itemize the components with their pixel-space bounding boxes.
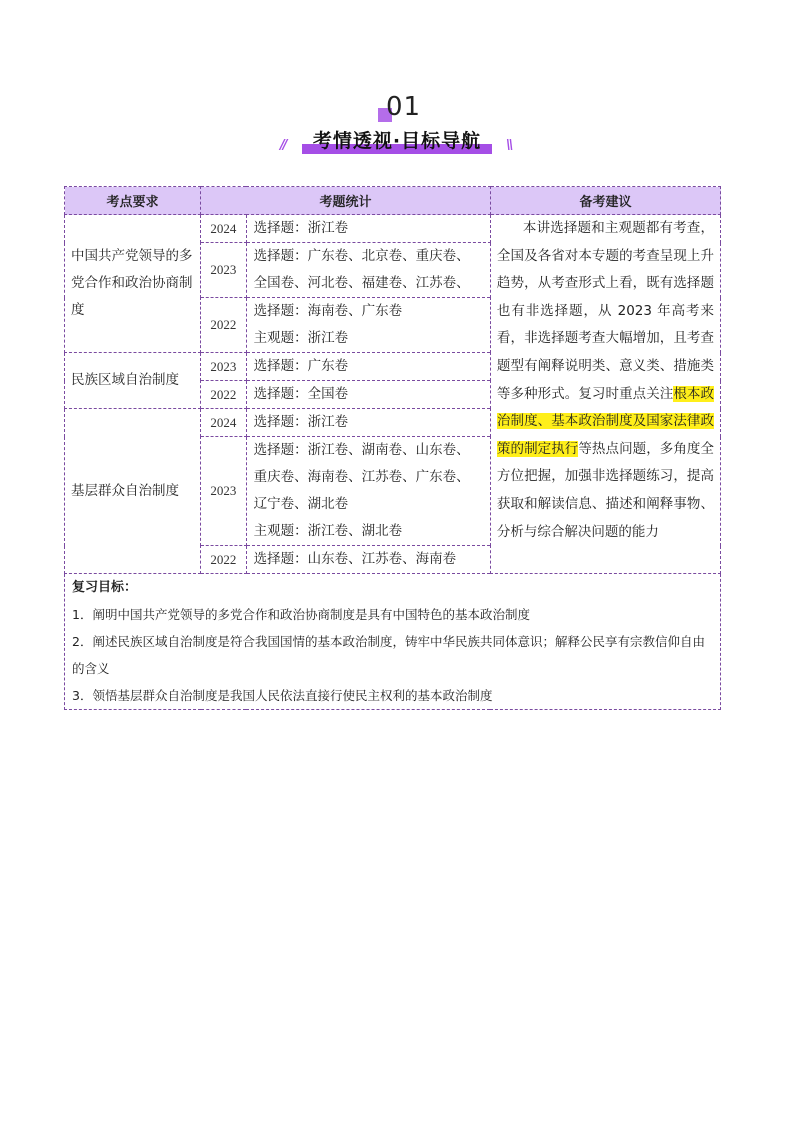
- stat-line: 选择题：广东卷、北京卷、重庆卷、: [253, 248, 470, 264]
- goal-item: 1．阐明中国共产党领导的多党合作和政治协商制度是具有中国特色的基本政治制度: [72, 607, 530, 622]
- table-header-row: [65, 187, 721, 215]
- year-cell: 2023: [201, 353, 247, 381]
- stat-cell: [246, 353, 490, 381]
- year-cell: 2022: [201, 298, 247, 353]
- table-row: [65, 215, 721, 243]
- right-slash-decoration: \\: [506, 138, 512, 153]
- stat-line: 选择题：海南卷、广东卷: [253, 303, 403, 319]
- section-header: [0, 0, 793, 170]
- stat-line: 选择题：山东卷、江苏卷、海南卷: [253, 551, 457, 567]
- stat-cell: [246, 215, 490, 243]
- stat-line: 选择题：广东卷: [253, 358, 349, 374]
- section-title: 考情透视·目标导航: [312, 130, 482, 152]
- year-cell: 2024: [201, 409, 247, 437]
- advice-cell: [490, 215, 720, 574]
- advice-highlight: 根本政治制度、基本政治制度及国家法律政策的制定执行: [496, 385, 715, 457]
- exam-analysis-table: [64, 186, 721, 710]
- advice-text-end: 等热点问题，多角度全方位把握，加强非选择题练习，提高获取和解读信息、描述和阐释事物、分析与综合解决问题的能力: [496, 440, 715, 540]
- goals-title: 复习目标：: [72, 580, 138, 595]
- goal-item: 3．领悟基层群众自治制度是我国人民依法直接行使民主权利的基本政治制度: [72, 688, 493, 703]
- goals-row: [65, 574, 721, 710]
- stat-line: 主观题：浙江卷、湖北卷: [253, 523, 403, 539]
- year-cell: 2024: [201, 215, 247, 243]
- stat-line: 辽宁卷、湖北卷: [253, 496, 349, 512]
- stat-cell: [246, 546, 490, 574]
- requirement-cell: 中国共产党领导的多党合作和政治协商制度: [65, 215, 201, 353]
- stat-cell: [246, 298, 490, 353]
- advice-text: 本讲选择题和主观题都有考查，全国及各省对本专题的考查呈现上升趋势，从考查形式上看，既有选择题也有非选择题，从 2023 年高考来看，非选择题考查大幅增加，且考查题型有阐释说明类、意义类、措施类等多种形式。复习时重点关注: [496, 220, 714, 402]
- stat-line: 全国卷、河北卷、福建卷、江苏卷、: [253, 275, 470, 291]
- stat-cell: [246, 409, 490, 437]
- stat-cell: [246, 381, 490, 409]
- stat-line: 选择题：全国卷: [253, 386, 349, 402]
- left-slash-decoration: //: [280, 138, 286, 153]
- stat-cell: [246, 243, 490, 298]
- stat-line: 选择题：浙江卷、湖南卷、山东卷、: [253, 442, 470, 458]
- header-advice: 备考建议: [490, 187, 720, 215]
- year-cell: 2023: [201, 243, 247, 298]
- requirement-cell: 民族区域自治制度: [65, 353, 201, 409]
- year-cell: 2022: [201, 546, 247, 574]
- goals-cell: [65, 574, 721, 710]
- goal-item: 2．阐述民族区域自治制度是符合我国国情的基本政治制度，铸牢中华民族共同体意识；解释公民享有宗教信仰自由的含义: [72, 634, 705, 676]
- section-number-text: 01: [386, 92, 422, 122]
- section-title-banner: [280, 126, 520, 158]
- requirement-cell: 基层群众自治制度: [65, 409, 201, 574]
- stat-line: 选择题：浙江卷: [253, 414, 349, 430]
- header-requirement: 考点要求: [65, 187, 201, 215]
- stat-line: 主观题：浙江卷: [253, 330, 349, 346]
- year-cell: 2023: [201, 437, 247, 546]
- stat-line: 重庆卷、海南卷、江苏卷、广东卷、: [253, 469, 470, 485]
- header-statistics: 考题统计: [201, 187, 491, 215]
- stat-cell: [246, 437, 490, 546]
- year-cell: 2022: [201, 381, 247, 409]
- stat-line: 选择题：浙江卷: [253, 220, 349, 236]
- section-number: [378, 92, 438, 128]
